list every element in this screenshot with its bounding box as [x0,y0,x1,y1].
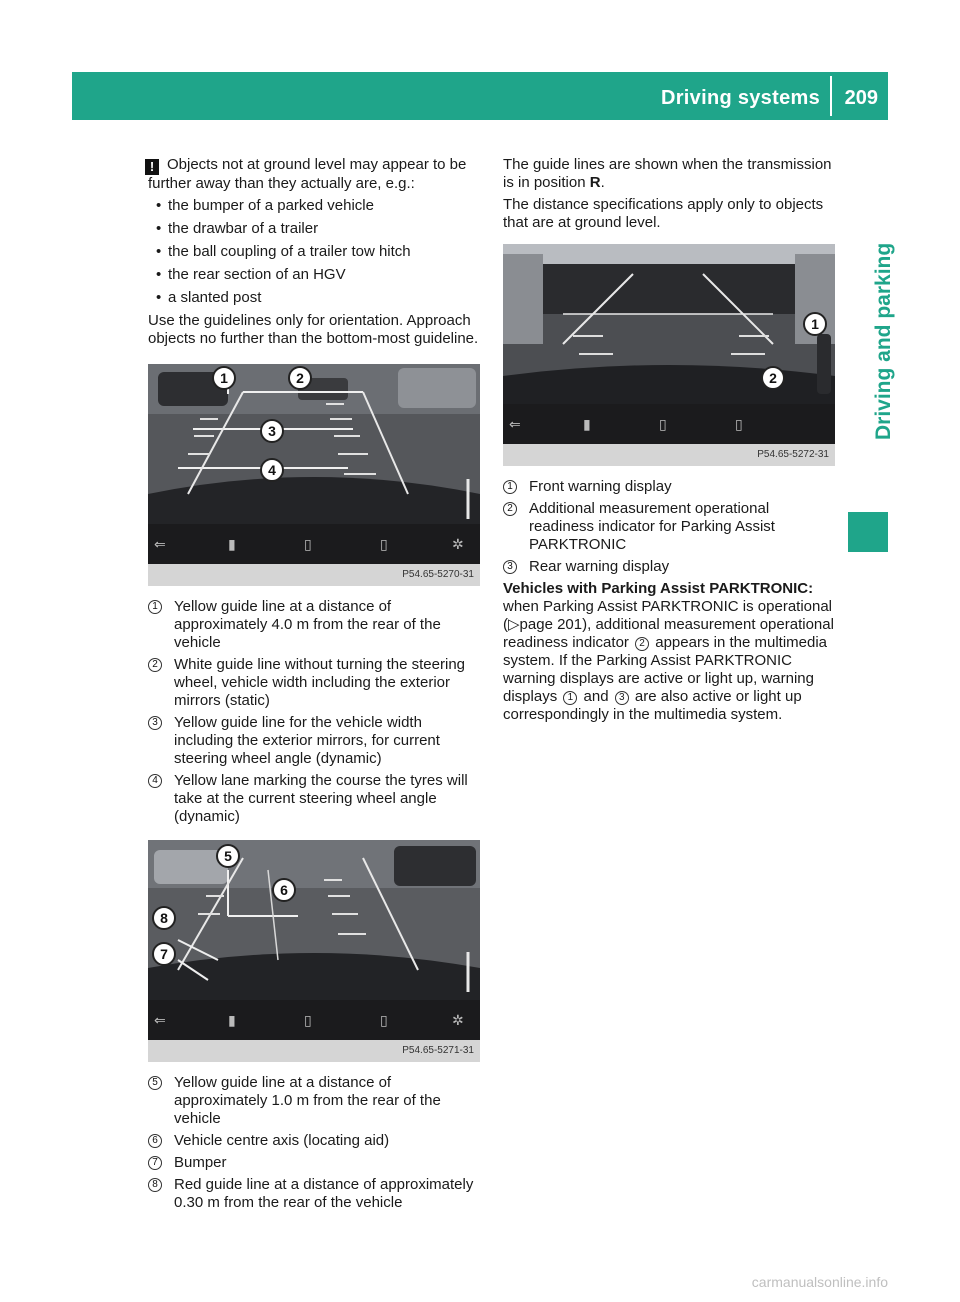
legend-number: 8 [148,1178,162,1192]
callout-7: 7 [152,942,176,966]
figure-1-legend [148,598,482,826]
warning-paragraph: ! Objects not at ground level may appear to be further away than they actually are, e.g.: [148,156,482,193]
header-bar [72,72,888,120]
section-title: Driving systems [660,87,820,109]
view-icon: ▯ [304,1012,312,1028]
chapter-marker [848,512,888,552]
callout-8: 8 [152,906,176,930]
figure-code: P54.65-5271-31 [402,1045,474,1056]
legend-number: 2 [148,658,162,672]
view-icon: ▮ [228,536,236,552]
view-icon: ▮ [228,1012,236,1028]
legend-item: 6 Vehicle centre axis (locating aid) [148,1132,482,1150]
watermark: carmanualsonline.info [751,1274,888,1290]
callout-4: 4 [260,458,284,482]
left-column [148,156,482,1216]
inline-number: 2 [635,637,649,651]
page-reference-link[interactable]: page 201), additional measurement operational readiness indicator [503,616,834,651]
legend-item: 8 Red guide line at a distance of approximately 0.30 m from the rear of the vehicle [148,1176,482,1212]
legend-number: 1 [503,480,517,494]
list-item: • the bumper of a parked vehicle [156,197,482,215]
camera-toolbar [148,1000,480,1040]
figure-caption-strip [503,444,835,466]
figure-code: P54.65-5270-31 [402,569,474,580]
figure-caption-strip [148,1040,480,1062]
legend-number: 6 [148,1134,162,1148]
view-icon: ▮ [583,416,591,432]
view-icon: ▯ [380,536,388,552]
list-item: • the ball coupling of a trailer tow hitch [156,243,482,261]
legend-item: 2 Additional measurement operational readiness indicator for Parking Assist PARKTRONIC [503,500,835,554]
legend-item: 5 Yellow guide line at a distance of approximately 1.0 m from the rear of the vehicle [148,1074,482,1128]
legend-number: 4 [148,774,162,788]
distance-paragraph: The distance specifications apply only to objects that are at ground level. [503,196,824,231]
example-list [156,197,482,307]
back-icon: ⇐ [509,416,521,432]
page-ref-arrow-icon: ▷ [508,616,520,633]
header-divider [830,76,832,116]
inline-number: 3 [615,691,629,705]
legend-item: 4 Yellow lane marking the course the tyres will take at the current steering wheel angle (dynamic) [148,772,482,826]
guideline-paragraph: Use the guidelines only for orientation. Approach objects no further than the bottom-most guideline. [148,312,479,347]
rear-camera-figure-2 [148,840,480,1062]
callout-3: 3 [260,419,284,443]
camera-scene [148,840,480,1000]
callout-2: 2 [288,366,312,390]
view-icon: ▯ [304,536,312,552]
view-icon: ▯ [380,1012,388,1028]
list-item: • a slanted post [156,289,482,307]
legend-number: 3 [503,560,517,574]
camera-toolbar [148,524,480,564]
back-icon: ⇐ [154,536,166,552]
list-item: • the rear section of an HGV [156,266,482,284]
camera-toolbar [503,404,835,444]
legend-number: 7 [148,1156,162,1170]
chapter-tab: Driving and parking [872,242,895,440]
legend-item: 2 White guide line without turning the steering wheel, vehicle width including the exterior mirrors (static) [148,656,482,710]
inline-number: 1 [563,691,577,705]
figure-caption-strip [148,564,480,586]
callout-6: 6 [272,878,296,902]
legend-number: 2 [503,502,517,516]
settings-icon: ✲ [452,1012,464,1028]
legend-item: 3 Rear warning display [503,558,835,576]
camera-scene [503,244,835,404]
callout-1: 1 [212,366,236,390]
parktronic-paragraph: Vehicles with Parking Assist PARKTRONIC: when Parking Assist PARKTRONIC is operational (▷page 201), additional measurement operational readiness indicator 2 appears in the multimedia system. If the Parking Assist PARKTRONIC warning displays are active or light up, warning displays 1 and 3 are also active or light up correspondingly in the multimedia system. [503,580,834,723]
camera-scene [148,364,480,524]
legend-item: 7 Bumper [148,1154,482,1172]
legend-number: 5 [148,1076,162,1090]
legend-item: 3 Yellow guide line for the vehicle width including the exterior mirrors, for current steering wheel angle (dynamic) [148,714,482,768]
list-item: • the drawbar of a trailer [156,220,482,238]
legend-item: 1 Front warning display [503,478,835,496]
settings-icon: ✲ [452,536,464,552]
parktronic-heading: Vehicles with Parking Assist PARKTRONIC: [503,580,814,597]
page-number: 209 [844,87,878,109]
callout-2: 2 [761,366,785,390]
rear-camera-figure-1 [148,364,480,586]
back-icon: ⇐ [154,1012,166,1028]
rear-camera-figure-3 [503,244,835,466]
callout-1: 1 [803,312,827,336]
figure-code: P54.65-5272-31 [757,449,829,460]
legend-number: 1 [148,600,162,614]
view-icon: ▯ [735,416,743,432]
legend-number: 3 [148,716,162,730]
warning-icon: ! [145,159,159,175]
right-column [503,156,835,728]
view-icon: ▯ [659,416,667,432]
legend-item: 1 Yellow guide line at a distance of approximately 4.0 m from the rear of the vehicle [148,598,482,652]
callout-5: 5 [216,844,240,868]
figure-3-legend [503,478,835,576]
transmission-paragraph: The guide lines are shown when the transmission is in position R. [503,156,832,191]
figure-2-legend [148,1074,482,1212]
